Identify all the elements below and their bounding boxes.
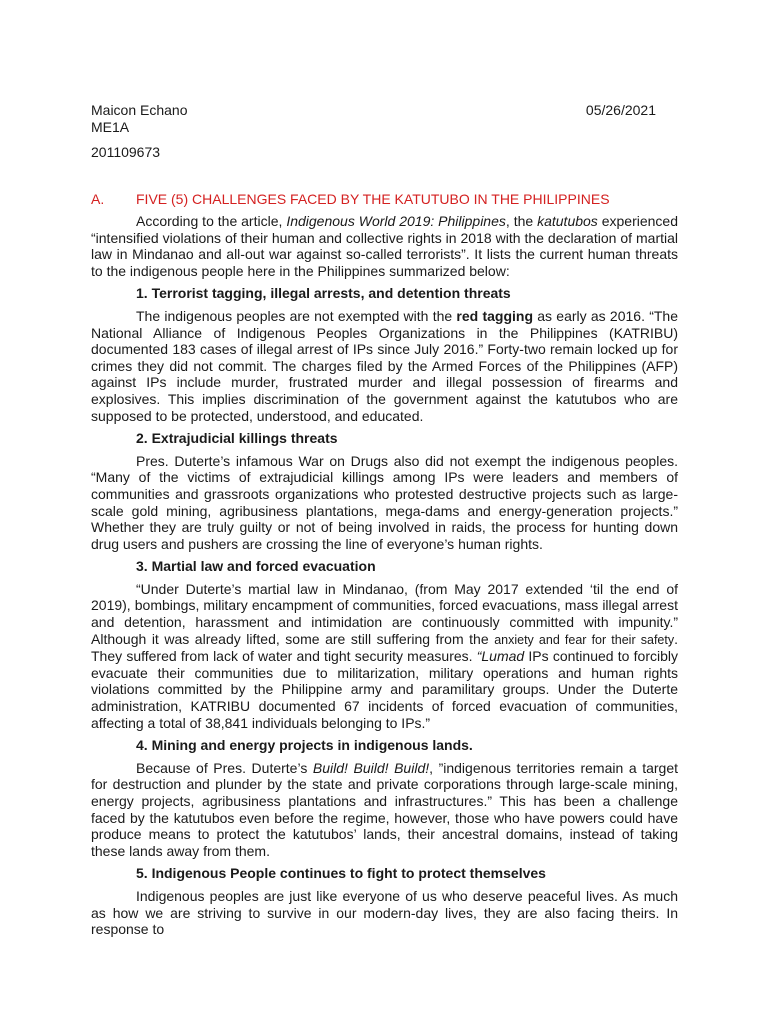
challenge-2-text: Pres. Duterte’s infamous War on Drugs also did not exempt the indigenous peoples. “Many of the victims of extrajudicial killings among IPs were leaders and members of communities and grassroots organizations who protested destructive projects such as large-scale gold mining, agribusiness plantations, mega-dams and energy-generation projects.” Whether they are truly guilty or not of being involved in raids, the process for hunting down drug users and pushers are crossing the line of everyone’s human rights. (91, 452, 678, 552)
article-title: Indigenous World 2019: Philippines (286, 213, 506, 229)
date: 05/26/2021 (585, 102, 656, 118)
id-number: 201109673 (91, 144, 161, 160)
katutubos-term: katutubos (537, 213, 598, 229)
challenge-5-text: Indigenous peoples are just like everyone of us who deserve peaceful lives. As much as how we are striving to survive in our modern-day lives, they are also facing theirs. In response to (91, 887, 678, 938)
document-body (91, 213, 678, 938)
section-title-text: FIVE (5) CHALLENGES FACED BY THE KATUTUBO IN THE PHILIPPINES (136, 191, 610, 207)
section-letter: A. (91, 191, 105, 207)
section-title (91, 191, 691, 208)
red-tagging-term: red tagging (456, 307, 534, 324)
challenge-1-heading: 1. Terrorist tagging, illegal arrests, and detention threats (136, 285, 511, 302)
lumad-term: “Lumad (476, 648, 525, 665)
author-name: Maicon Echano (91, 102, 188, 118)
challenge-4-text: Because of Pres. Duterte’s Build! Build! Build!, ”indigenous territories remain a target for destruction and plunder by the state and private corporations through large-scale mining, energy projects, agribusiness plantations and infrastructures.” This has been a challenge faced by the katutubos even before the regime, however, those who have powers could have produce means to protect the katutubos’ lands, their ancestral domains, instead of taking these lands away from them. (91, 759, 678, 859)
course: ME1A (91, 119, 130, 135)
build-build-build-term: Build! Build! Build! (312, 759, 430, 776)
challenge-1-text: The indigenous peoples are not exempted with the red tagging as early as 2016. “The National Alliance of Indigenous Peoples Organizations in the Philippines (KATRIBU) documented 183 cases of illegal arrest of IPs since July 2016.” Forty-two remain locked up for crimes they did not commit. The charges filed by the Armed Forces of the Philippines (AFP) against IPs include murder, frustrated murder and illegal possession of firearms and explosives. This implies discrimination of the government against the katutubos who are supposed to be protected, understood, and educated. (91, 307, 678, 424)
challenge-5-heading: 5. Indigenous People continues to fight to protect themselves (136, 865, 546, 882)
anxiety-phrase: anxiety and fear for their safety (494, 632, 675, 647)
challenge-3-text: “Under Duterte’s martial law in Mindanao, (from May 2017 extended ‘til the end of 2019), bombings, military encampment of communities, forced evacuations, mass illegal arrest and detention, harassment and intimidation are continuously committed with impunity.” Although it was already lifted, some are still suffering from the anxiety and fear for their safety. They suffered from lack of water and tight security measures. “Lumad IPs continued to forcibly evacuate their communities due to militarization, military operations and human rights violations committed by the Philippine army and paramilitary groups. Under the Duterte administration, KATRIBU documented 67 incidents of forced evacuation of communities, affecting a total of 38,841 individuals belonging to IPs.” (91, 580, 678, 731)
challenge-3-heading: 3. Martial law and forced evacuation (136, 558, 376, 575)
challenge-4-heading: 4. Mining and energy projects in indigenous lands. (136, 737, 473, 754)
intro-paragraph: According to the article, Indigenous World 2019: Philippines, the katutubos experienced “intensified violations of their human and collective rights in 2018 with the declaration of martial law in Mindanao and all-out war against so-called terrorists”. It lists the current human threats to the indigenous people here in the Philippines summarized below: (91, 213, 679, 279)
challenge-2-heading: 2. Extrajudicial killings threats (136, 430, 338, 447)
